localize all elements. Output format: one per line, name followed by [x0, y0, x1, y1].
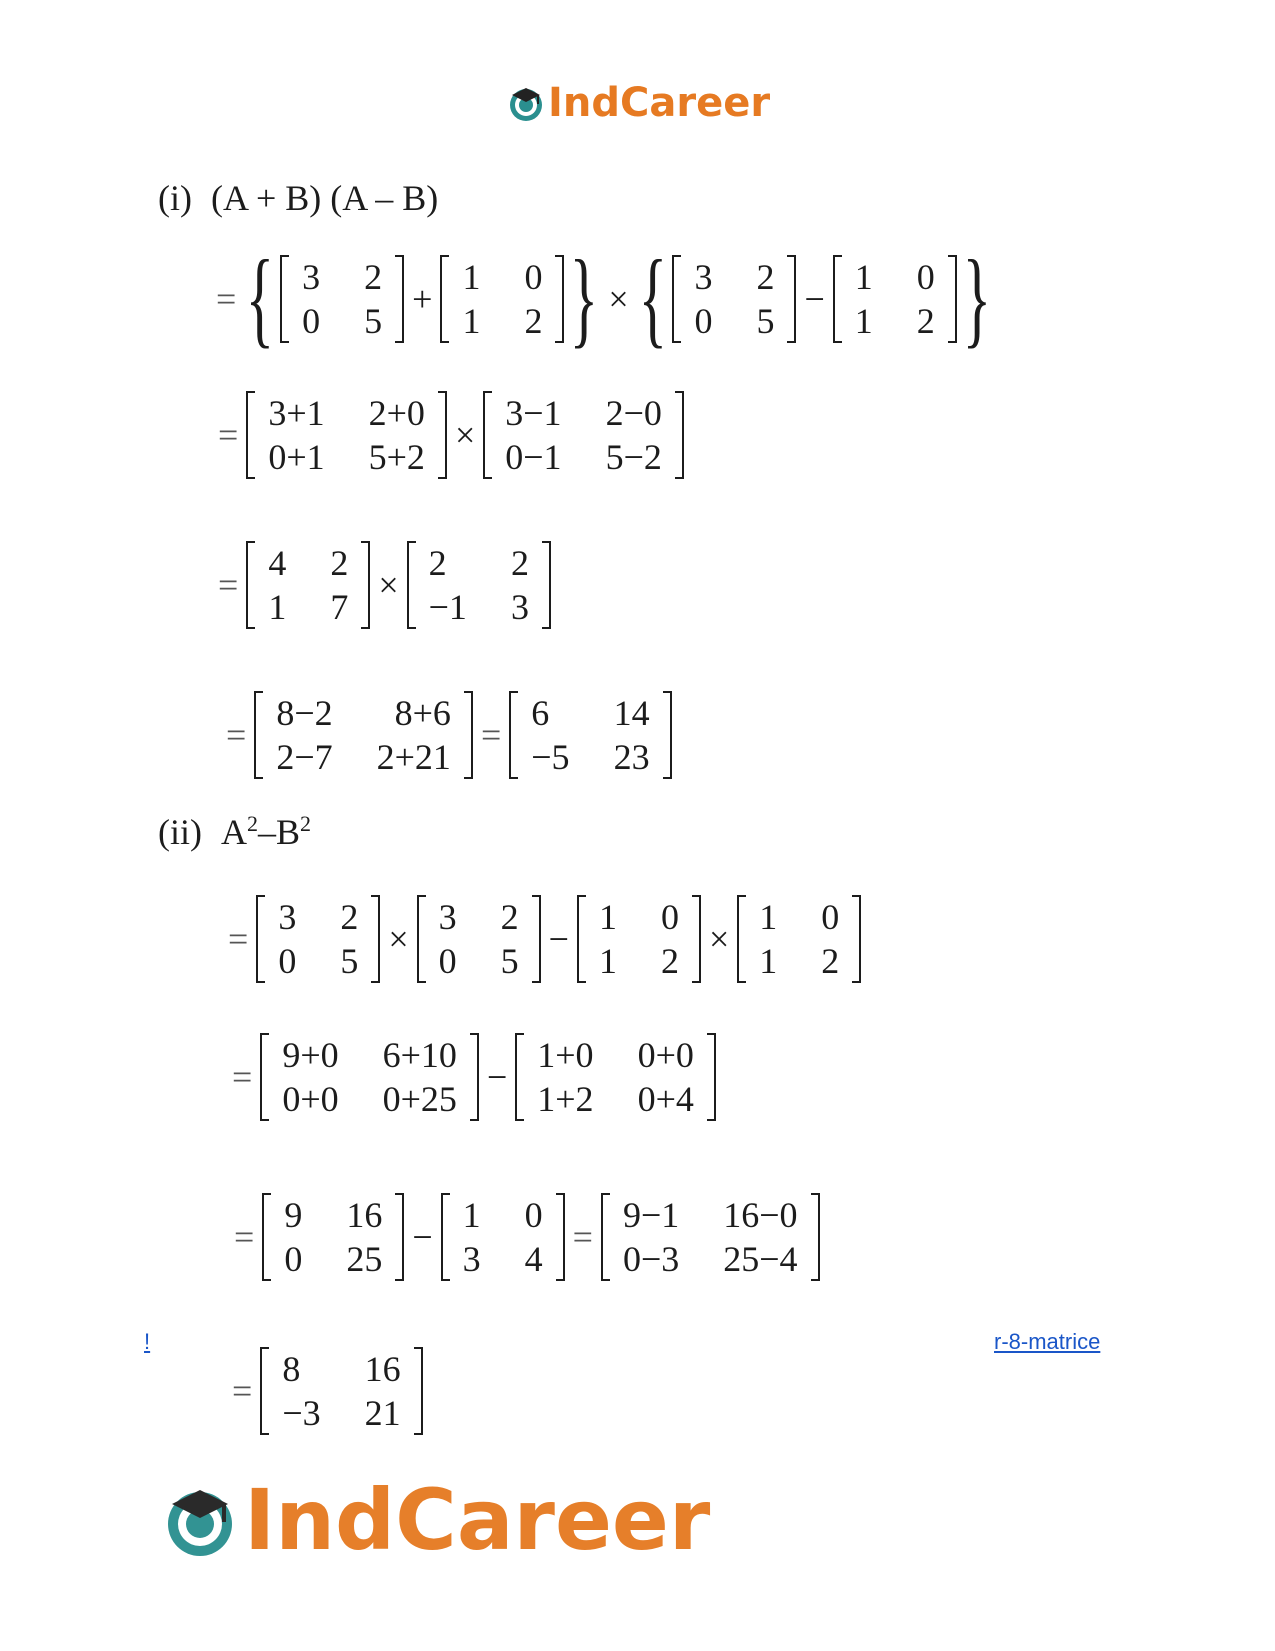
- part-ii-step-4: [226, 1336, 425, 1446]
- part-i-step-1: [210, 239, 995, 358]
- equals-sign: =: [572, 1217, 593, 1257]
- matrix-cell: 0+0: [282, 1079, 339, 1119]
- matrix-row: [453, 1193, 553, 1237]
- matrix-cell: 1+0: [537, 1035, 594, 1075]
- matrix-cell: 0: [302, 301, 321, 341]
- matrix-cell: 2: [916, 301, 935, 341]
- matrix-cell: 2+0: [368, 393, 425, 433]
- matrix-a: [280, 255, 404, 343]
- matrix-row: [419, 585, 539, 629]
- matrix-row: [452, 299, 552, 343]
- matrix-a: [256, 895, 380, 983]
- brand-name: IndCareer: [548, 80, 771, 126]
- matrix-table: [845, 255, 945, 343]
- matrix-cell: 3: [462, 1239, 481, 1279]
- matrix-table: [589, 895, 689, 983]
- part-ii-b: B: [275, 812, 300, 852]
- matrix-cell: 5: [756, 301, 775, 341]
- matrix-table: [272, 1347, 410, 1435]
- matrix-row: [589, 895, 689, 939]
- matrix-table: [452, 255, 552, 343]
- matrix-cell: 0+0: [637, 1035, 694, 1075]
- matrix-row: [274, 1193, 392, 1237]
- matrix-row: [272, 1391, 410, 1435]
- matrix-b: [833, 255, 957, 343]
- equals-sign: =: [232, 1371, 253, 1411]
- matrix-cell: 25: [346, 1239, 383, 1279]
- matrix-cell: 1: [462, 257, 481, 297]
- matrix-row: [613, 1237, 808, 1281]
- matrix-cell: 2−0: [605, 393, 662, 433]
- matrix-cell: 5−2: [605, 437, 662, 477]
- result-matrix: [509, 691, 671, 779]
- matrix-table: [272, 1033, 467, 1121]
- matrix-table: [268, 895, 368, 983]
- matrix-row: [292, 299, 392, 343]
- matrix-cell: 5: [500, 941, 519, 981]
- matrix-cell: −1: [428, 587, 467, 627]
- matrix-cell: 3: [278, 897, 297, 937]
- matrix-row: [845, 255, 945, 299]
- b-squared-expanded-matrix: [515, 1033, 716, 1121]
- matrix-cell: 1: [462, 301, 481, 341]
- matrix-row: [684, 299, 784, 343]
- matrix-row: [452, 255, 552, 299]
- matrix-row: [613, 1193, 808, 1237]
- matrix-cell: 4: [268, 543, 287, 583]
- matrix-cell: 0−1: [505, 437, 562, 477]
- matrix-cell: 2: [821, 941, 840, 981]
- matrix-cell: 5: [340, 941, 359, 981]
- matrix-cell: 0: [278, 941, 297, 981]
- part-ii-a-exponent: 2: [246, 811, 258, 836]
- matrix-table: [495, 391, 672, 479]
- matrix-cell: 0: [821, 897, 840, 937]
- matrix-row: [749, 895, 849, 939]
- a-minus-b-matrix: [407, 541, 551, 629]
- matrix-cell: 4: [524, 1239, 543, 1279]
- equals-sign: =: [216, 279, 237, 319]
- matrix-cell: 16: [364, 1349, 401, 1389]
- matrix-cell: 2: [364, 257, 383, 297]
- right-brace: }: [962, 239, 991, 358]
- matrix-cell: 9: [284, 1195, 303, 1235]
- part-i-step-4: [220, 680, 674, 790]
- matrix-table: [419, 541, 539, 629]
- matrix-cell: 25−4: [723, 1239, 798, 1279]
- matrix-row: [429, 939, 529, 983]
- matrix-cell: 3: [438, 897, 457, 937]
- matrix-cell: 23: [613, 737, 650, 777]
- times-sign: ×: [708, 919, 730, 959]
- plus-sign: +: [412, 279, 433, 319]
- matrix-row: [258, 585, 358, 629]
- matrix-cell: 2: [428, 543, 447, 583]
- matrix-cell: 3: [510, 587, 529, 627]
- part-ii-minus: –: [257, 812, 276, 852]
- matrix-row: [589, 939, 689, 983]
- matrix-table: [521, 691, 659, 779]
- matrix-row: [272, 1033, 467, 1077]
- matrix-cell: 0: [438, 941, 457, 981]
- matrix-row: [272, 1347, 410, 1391]
- minus-sign: −: [548, 919, 569, 959]
- matrix-table: [429, 895, 529, 983]
- matrix-cell: 0−3: [622, 1239, 680, 1279]
- matrix-table: [266, 691, 461, 779]
- matrix-a: [417, 895, 541, 983]
- part-ii-label: (ii): [158, 812, 202, 852]
- matrix-cell: 2: [660, 941, 679, 981]
- matrix-cell: 0+4: [637, 1079, 694, 1119]
- minus-sign: −: [804, 279, 825, 319]
- matrix-cell: 21: [364, 1393, 401, 1433]
- sum-matrix: [246, 391, 447, 479]
- matrix-row: [258, 435, 435, 479]
- matrix-table: [274, 1193, 392, 1281]
- matrix-cell: 16−0: [723, 1195, 798, 1235]
- matrix-cell: 0+1: [268, 437, 325, 477]
- matrix-cell: 8−2: [276, 693, 333, 733]
- matrix-cell: 1: [462, 1195, 481, 1235]
- matrix-cell: −5: [531, 737, 570, 777]
- right-brace: }: [570, 239, 599, 358]
- matrix-row: [749, 939, 849, 983]
- left-brace: {: [638, 239, 667, 358]
- matrix-cell: 1: [598, 897, 617, 937]
- part-ii-heading: [158, 812, 311, 852]
- matrix-cell: 1: [268, 587, 287, 627]
- times-sign: ×: [454, 415, 476, 455]
- minus-sign: −: [486, 1057, 508, 1097]
- matrix-cell: 3: [302, 257, 321, 297]
- matrix-row: [292, 255, 392, 299]
- matrix-cell: −3: [282, 1393, 321, 1433]
- matrix-table: [684, 255, 784, 343]
- matrix-cell: 0+25: [382, 1079, 457, 1119]
- matrix-cell: 0: [524, 1195, 543, 1235]
- matrix-cell: 5: [364, 301, 383, 341]
- matrix-cell: 1: [854, 257, 873, 297]
- a-squared-expanded-matrix: [260, 1033, 479, 1121]
- matrix-cell: 2: [330, 543, 349, 583]
- matrix-table: [527, 1033, 704, 1121]
- times-sign: ×: [608, 279, 629, 319]
- brand-logo-bottom[interactable]: [160, 1470, 710, 1570]
- matrix-cell: 1: [854, 301, 873, 341]
- matrix-row: [527, 1033, 704, 1077]
- matrix-cell: 0: [916, 257, 935, 297]
- matrix-cell: 14: [613, 693, 650, 733]
- matrix-cell: 2+21: [376, 737, 451, 777]
- product-matrix: [254, 691, 473, 779]
- matrix-row: [268, 895, 368, 939]
- matrix-cell: 1: [759, 897, 778, 937]
- brand-name: IndCareer: [244, 1471, 711, 1569]
- final-result-matrix: [260, 1347, 422, 1435]
- brand-logo-top[interactable]: [506, 78, 770, 128]
- part-ii-step-1: [222, 884, 863, 994]
- matrix-cell: 2: [524, 301, 543, 341]
- graduation-globe-icon: [506, 83, 546, 123]
- matrix-row: [429, 895, 529, 939]
- a-squared-matrix: [262, 1193, 404, 1281]
- matrix-table: [613, 1193, 808, 1281]
- matrix-cell: 8+6: [394, 693, 451, 733]
- matrix-cell: 6+10: [382, 1035, 457, 1075]
- part-i-step-2: [212, 380, 686, 490]
- matrix-b: [440, 255, 564, 343]
- left-brace: {: [245, 239, 275, 358]
- difference-expanded-matrix: [601, 1193, 820, 1281]
- matrix-row: [274, 1237, 392, 1281]
- matrix-b: [577, 895, 701, 983]
- matrix-cell: 0: [660, 897, 679, 937]
- equals-sign: =: [226, 715, 247, 755]
- matrix-row: [453, 1237, 553, 1281]
- part-ii-step-3: [228, 1182, 822, 1292]
- b-squared-matrix: [441, 1193, 565, 1281]
- matrix-row: [527, 1077, 704, 1121]
- matrix-b: [737, 895, 861, 983]
- times-sign: ×: [378, 565, 399, 605]
- matrix-cell: 2: [756, 257, 775, 297]
- matrix-table: [453, 1193, 553, 1281]
- matrix-cell: 3: [694, 257, 713, 297]
- part-ii-a: A: [220, 812, 247, 852]
- matrix-cell: 2: [340, 897, 359, 937]
- matrix-cell: 0: [524, 257, 543, 297]
- matrix-cell: 1: [598, 941, 617, 981]
- part-i-expression: (A + B) (A – B): [210, 178, 439, 218]
- times-sign: ×: [388, 919, 409, 959]
- footer-link-right[interactable]: r-8-matrice: [994, 1329, 1101, 1354]
- part-ii-b-exponent: 2: [300, 811, 311, 836]
- part-i-step-3: [212, 530, 553, 640]
- matrix-cell: 2: [510, 543, 529, 583]
- minus-sign: −: [412, 1217, 433, 1257]
- matrix-cell: 2: [500, 897, 519, 937]
- matrix-row: [272, 1077, 467, 1121]
- matrix-table: [258, 391, 435, 479]
- graduation-globe-icon: [160, 1480, 240, 1560]
- matrix-cell: 3+1: [268, 393, 325, 433]
- matrix-row: [845, 299, 945, 343]
- matrix-cell: 16: [346, 1195, 383, 1235]
- part-i-label: (i): [158, 178, 192, 218]
- matrix-cell: 1+2: [537, 1079, 594, 1119]
- matrix-row: [684, 255, 784, 299]
- footer-link-left[interactable]: !: [144, 1329, 151, 1354]
- matrix-table: [258, 541, 358, 629]
- part-i-heading: [158, 178, 438, 218]
- matrix-cell: 6: [531, 693, 550, 733]
- a-plus-b-matrix: [246, 541, 370, 629]
- matrix-cell: 3−1: [505, 393, 562, 433]
- equals-sign: =: [218, 565, 239, 605]
- equals-sign: =: [480, 715, 502, 755]
- matrix-row: [268, 939, 368, 983]
- matrix-row: [495, 435, 672, 479]
- difference-matrix: [483, 391, 684, 479]
- equals-sign: =: [218, 415, 239, 455]
- matrix-cell: 9+0: [282, 1035, 339, 1075]
- matrix-table: [292, 255, 392, 343]
- matrix-row: [258, 391, 435, 435]
- matrix-row: [521, 735, 659, 779]
- matrix-row: [266, 735, 461, 779]
- matrix-cell: 7: [330, 587, 349, 627]
- matrix-row: [521, 691, 659, 735]
- matrix-row: [419, 541, 539, 585]
- matrix-cell: 9−1: [622, 1195, 680, 1235]
- matrix-cell: 5+2: [368, 437, 425, 477]
- equals-sign: =: [232, 1057, 253, 1097]
- matrix-row: [495, 391, 672, 435]
- part-ii-step-2: [226, 1022, 718, 1132]
- matrix-table: [749, 895, 849, 983]
- matrix-row: [258, 541, 358, 585]
- matrix-cell: 1: [759, 941, 778, 981]
- equals-sign: =: [234, 1217, 255, 1257]
- matrix-cell: 0: [694, 301, 713, 341]
- matrix-a: [672, 255, 796, 343]
- matrix-cell: 0: [284, 1239, 303, 1279]
- equals-sign: =: [228, 919, 249, 959]
- matrix-cell: 2−7: [276, 737, 333, 777]
- matrix-cell: 8: [282, 1349, 301, 1389]
- matrix-row: [266, 691, 461, 735]
